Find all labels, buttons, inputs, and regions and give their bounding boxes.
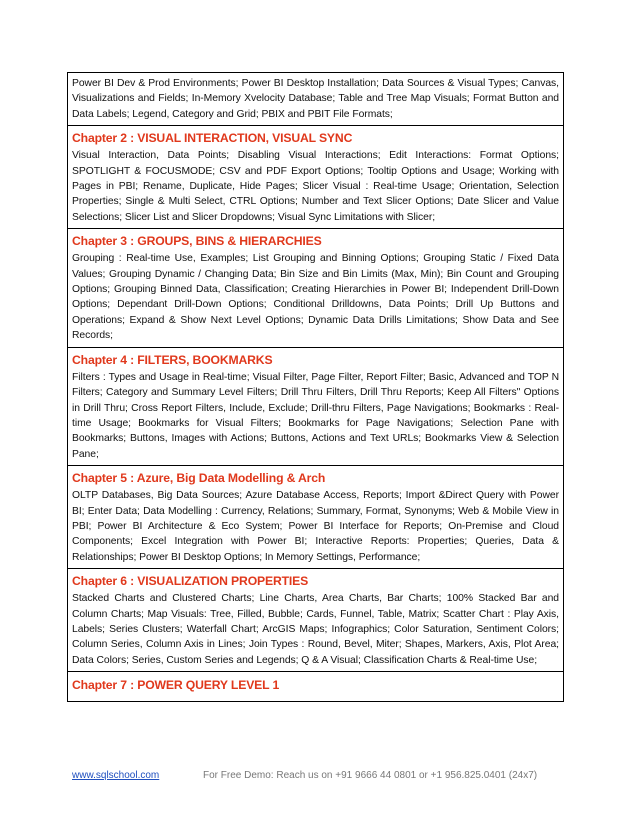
section-body: Power BI Dev & Prod Environments; Power BI Desktop Installation; Data Sources & Visual Types; Canvas, Visualizations and Fields; In-Memory Xvelocity Database; Table and Tree Map Visuals; Format Button and Data Labels; Legend, Category and Grid; PBIX and PBIT File Formats; — [72, 78, 559, 120]
section-body: Visual Interaction, Data Points; Disabling Visual Interactions; Edit Interactions: Format Options; SPOTLIGHT & FOCUSMODE; CSV and PDF Export Options; Tooltip Options and Usage; Working with Pages in PBI; Rename, Duplicate, Hide Pages; Slicer Visual : Real-time Usage; Orientation, Selection Properties; Single & Multi Select, CTRL Options; Number and Text Slicer Options; Date Slicer and Value Selections; Slicer List and Slicer Dropdowns; Visual Sync Limitations with Slicer; — [72, 150, 559, 223]
syllabus-table — [67, 72, 564, 702]
section-body: Grouping : Real-time Use, Examples; List Grouping and Binning Options; Grouping Static / Fixed Data Values; Grouping Dynamic / Changing Data; Bin Size and Bin Limits (Max, Min); Bin Count and Grouping Options; Grouping Binned Data, Classification; Creating Hierarchies in Power BI; Independent Drill-Down Options; Dependant Drill-Down Options; Conditional Drilldowns, Data Points; Drill Up Buttons and Operations; Expand & Show Next Level Options; Dynamic Data Drills Limitations; Show Data and See Records; — [72, 253, 559, 342]
section-body: Filters : Types and Usage in Real-time; Visual Filter, Page Filter, Report Filter; Basic, Advanced and TOP N Filters; Category and Summary Level Filters; Drill Thru Filters, Drill Thru Reports; Keep All Filters" Options in Drill Thru; Cross Report Filters, Include, Exclude; Drill-thru Filters, Page Navigations; Bookmarks : Real-time Usage; Bookmarks for Visual Filters; Bookmarks for Page Navigations; Selection Pane with Bookmarks; Buttons, Images with Actions; Buttons, Actions and Text URLs; Bookmarks View & Selection Pane; — [72, 371, 559, 460]
page-footer — [72, 770, 572, 781]
chapter-heading: Chapter 4 : FILTERS, BOOKMARKS — [72, 352, 273, 367]
demo-contact-text: For Free Demo: Reach us on +91 9666 44 0801 or +1 956.825.0401 (24x7) — [203, 770, 538, 781]
chapter-heading: Chapter 2 : VISUAL INTERACTION, VISUAL SYNC — [72, 131, 353, 146]
website-link[interactable]: www.sqlschool.com — [72, 770, 160, 781]
chapter-heading: Chapter 3 : GROUPS, BINS & HIERARCHIES — [72, 234, 322, 249]
section-cell — [68, 73, 564, 126]
section-cell — [68, 672, 564, 702]
section-body: Stacked Charts and Clustered Charts; Line Charts, Area Charts, Bar Charts; 100% Stacked Bar and Column Charts; Map Visuals: Tree, Filled, Bubble; Cards, Funnel, Table, Matrix; Scatter Chart : Play Axis, Labels; Series Clusters; Waterfall Chart; ArcGIS Maps; Infographics; Color Saturation, Sentiment Colors; Column Series, Column Axis in Lines; Join Types : Round, Bevel, Miter; Shapes, Markers, Axis, Plot Area; Data Colors; Series, Custom Series and Legends; Q & A Visual; Classification Charts & Real-time Use; — [72, 593, 559, 666]
section-cell — [68, 126, 564, 229]
section-row — [68, 466, 564, 569]
chapter-heading: Chapter 5 : Azure, Big Data Modelling & Arch — [72, 471, 326, 486]
section-row — [68, 126, 564, 229]
section-row — [68, 73, 564, 126]
section-body: OLTP Databases, Big Data Sources; Azure Database Access, Reports; Import &Direct Query with Power BI; Enter Data; Data Modelling : Currency, Relations; Summary, Format, Synonyms; Web & Mobile View in PBI; Power BI Architecture & Eco System; Power BI Interface for Reports; On-Premise and Cloud Components; Excel Integration with Power BI; Interactive Reports: Properties; Queries, Data & Relationships; Power BI Desktop Options; In Memory Settings, Performance; — [72, 490, 559, 563]
chapter-heading: Chapter 6 : VISUALIZATION PROPERTIES — [72, 574, 309, 589]
section-row — [68, 229, 564, 347]
section-row — [68, 569, 564, 672]
section-row — [68, 347, 564, 465]
section-row — [68, 672, 564, 702]
chapter-heading: Chapter 7 : POWER QUERY LEVEL 1 — [72, 678, 280, 693]
section-cell — [68, 347, 564, 465]
section-cell — [68, 569, 564, 672]
section-cell — [68, 466, 564, 569]
section-cell — [68, 229, 564, 347]
